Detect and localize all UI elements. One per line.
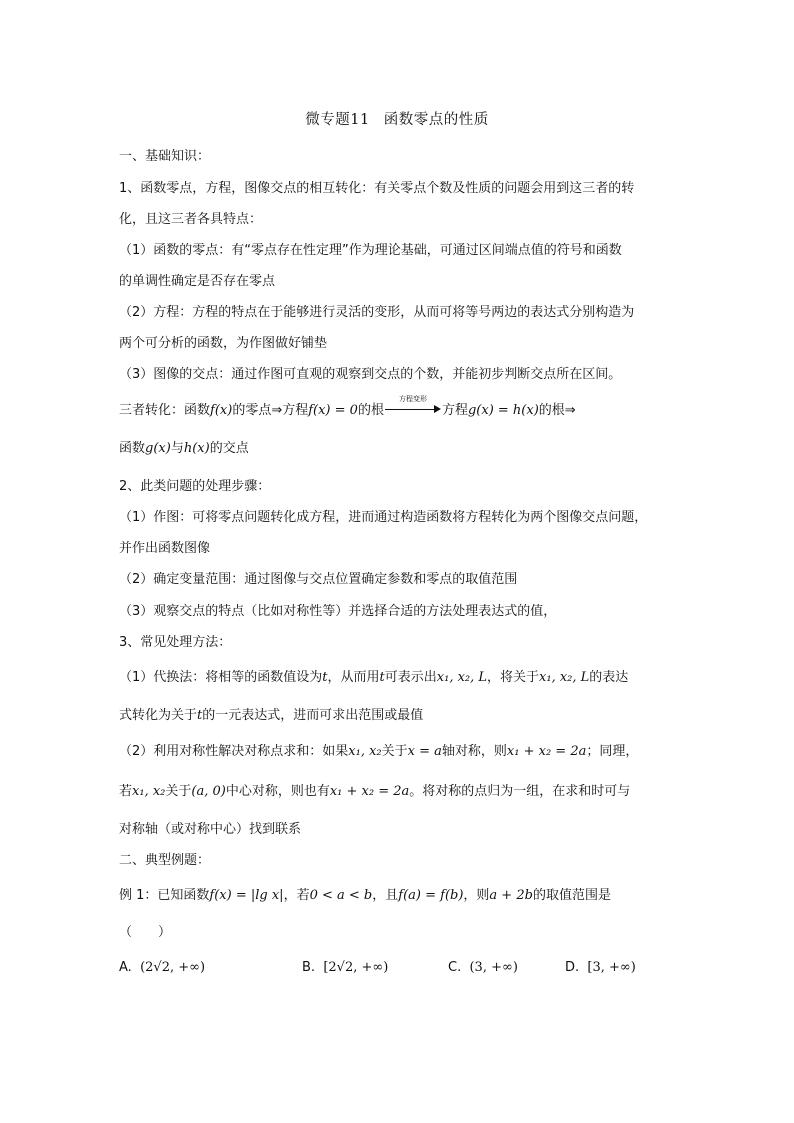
- option-d: D. [3, +∞): [565, 960, 636, 975]
- math-expression: f(x) = 0: [308, 403, 358, 418]
- title-topic: 函数零点的性质: [383, 112, 489, 128]
- section-heading-examples: 二、典型例题：: [119, 853, 211, 868]
- transform-arrow: [385, 395, 441, 416]
- math-expression: f(x) = |lg x|: [209, 888, 284, 903]
- paragraph-line: （3）观察交点的特点（比如对称性等）并选择合适的方法处理表达式的值，: [119, 604, 557, 619]
- method-line: （1）代换法：将相等的函数值设为t，从而用t可表示出x₁, x₂, L，将关于x₁, x₂, L的表达: [119, 670, 629, 685]
- option-value: [3, +∞): [587, 960, 636, 975]
- math-expression: x₁ + x₂ = 2a: [506, 744, 587, 759]
- math-expression: (a, 0): [191, 784, 226, 799]
- paragraph-line: （2）方程：方程的特点在于能够进行灵活的变形，从而可将等号两边的表达式分别构造为: [119, 305, 635, 320]
- math-expression: g(x): [145, 441, 171, 456]
- paragraph-line: 两个可分析的函数，为作图做好铺垫: [119, 336, 328, 351]
- math-expression: x₁, x₂, L: [436, 670, 488, 685]
- paragraph-line: 1、函数零点，方程，图像交点的相互转化：有关零点个数及性质的问题会用到这三者的转: [119, 181, 635, 196]
- paragraph-line: 的单调性确定是否存在零点: [119, 274, 276, 289]
- math-expression: f(x): [210, 403, 233, 418]
- conversion-line: 三者转化：函数f(x)的零点⇒方程f(x) = 0的根 方程变形 方程g(x) = h(x)的根⇒: [119, 395, 576, 418]
- method-line: 式转化为关于t的一元表达式，进而可求出范围或最值: [119, 708, 424, 723]
- example-question: 例 1：已知函数f(x) = |lg x|，若0 < a < b，且f(a) = f(b)，则a + 2b的取值范围是: [119, 888, 611, 903]
- math-expression: h(x): [183, 441, 210, 456]
- paragraph-line: 化，且这三者各具特点：: [119, 212, 263, 227]
- math-expression: x = a: [407, 744, 442, 759]
- paragraph-line: （1）函数的零点：有“零点存在性定理”作为理论基础，可通过区间端点值的符号和函数: [119, 243, 622, 258]
- section-heading-basics: 一、基础知识：: [119, 149, 211, 164]
- title-number: 微专题11: [305, 112, 370, 128]
- math-expression: x₁, x₂: [348, 744, 382, 759]
- math-expression: x₁, x₂, L: [539, 670, 590, 685]
- paragraph-line: （1）作图：可将零点问题转化成方程，进而通过构造函数将方程转化为两个图像交点问题，: [119, 510, 648, 525]
- option-b: B. [2√2, +∞): [302, 960, 389, 975]
- paragraph-line: （2）确定变量范围：通过图像与交点位置确定参数和零点的取值范围: [119, 572, 518, 587]
- option-value: (2√2, +∞): [140, 960, 206, 975]
- option-c: C. (3, +∞): [448, 960, 518, 975]
- method-line: （2）利用对称性解决对称点求和：如果x₁, x₂关于x = a轴对称，则x₁ + x₂ = 2a；同理，: [119, 744, 639, 759]
- conversion-line: 函数g(x)与h(x)的交点: [119, 441, 249, 456]
- math-expression: g(x) = h(x): [467, 403, 539, 418]
- section-heading-steps: 2、此类问题的处理步骤：: [119, 479, 271, 494]
- math-expression: 0 < a < b: [309, 888, 373, 903]
- method-line: 若x₁, x₂关于(a, 0)中心对称，则也有x₁ + x₂ = 2a。将对称的点归为一组，在求和时可与: [119, 784, 631, 799]
- math-expression: x₁ + x₂ = 2a: [329, 784, 410, 799]
- method-line: 对称轴（或对称中心）找到联系: [119, 822, 302, 837]
- paragraph-line: （3）图像的交点：通过作图可直观的观察到交点的个数，并能初步判断交点所在区间。: [119, 367, 622, 382]
- math-expression: x₁, x₂: [132, 784, 166, 799]
- option-a: A. (2√2, +∞): [119, 960, 206, 975]
- answer-parentheses: （ ）: [119, 925, 172, 940]
- arrow-label: 方程变形: [398, 395, 427, 403]
- section-heading-methods: 3、常见处理方法：: [119, 635, 232, 650]
- math-expression: a + 2b: [489, 888, 533, 903]
- option-value: [2√2, +∞): [323, 960, 389, 975]
- option-value: (3, +∞): [469, 960, 518, 975]
- paragraph-line: 并作出函数图像: [119, 541, 211, 556]
- math-expression: f(a) = f(b): [398, 888, 464, 903]
- page-title: [0, 108, 794, 129]
